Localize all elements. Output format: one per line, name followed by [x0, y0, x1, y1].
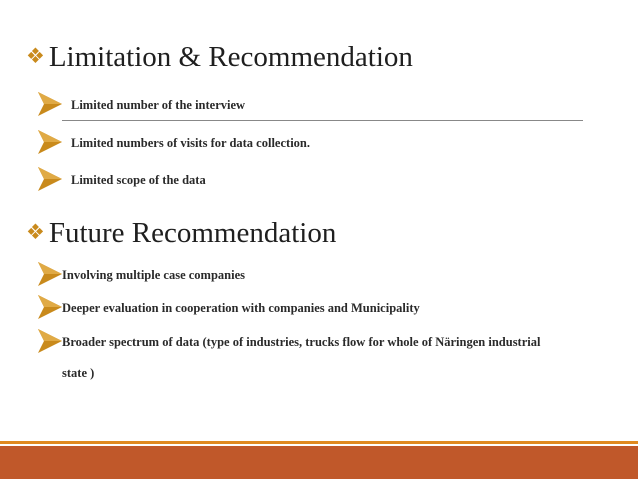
list-item-text-continuation: state ) — [62, 366, 95, 380]
list-item-text: Limited scope of the data — [71, 173, 206, 187]
footer-accent-line — [0, 441, 638, 444]
diamond-cluster-icon: ❖ — [26, 44, 45, 68]
arrowhead-icon — [38, 167, 62, 191]
section-heading-text: Limitation & Recommendation — [48, 41, 413, 73]
arrowhead-icon — [38, 92, 62, 116]
arrowhead-icon — [38, 295, 62, 319]
list-item-text: Broader spectrum of data (type of industries, trucks flow for whole of Näringen industrial — [62, 335, 541, 349]
list-item-text: Limited numbers of visits for data collection. — [71, 136, 310, 150]
list-item-text: Involving multiple case companies — [62, 268, 245, 282]
arrowhead-icon — [38, 329, 62, 353]
section-heading-limitation — [26, 40, 413, 76]
arrowhead-icon — [38, 130, 62, 154]
section-heading-text: Future Recommendation — [48, 217, 337, 249]
arrowhead-icon — [38, 262, 62, 286]
divider — [62, 120, 583, 121]
list-item-text: Limited number of the interview — [71, 98, 246, 112]
diamond-cluster-icon: ❖ — [26, 220, 45, 244]
list-item-text: Deeper evaluation in cooperation with companies and Municipality — [62, 301, 420, 315]
section-heading-future — [26, 216, 336, 252]
footer-band — [0, 446, 638, 479]
